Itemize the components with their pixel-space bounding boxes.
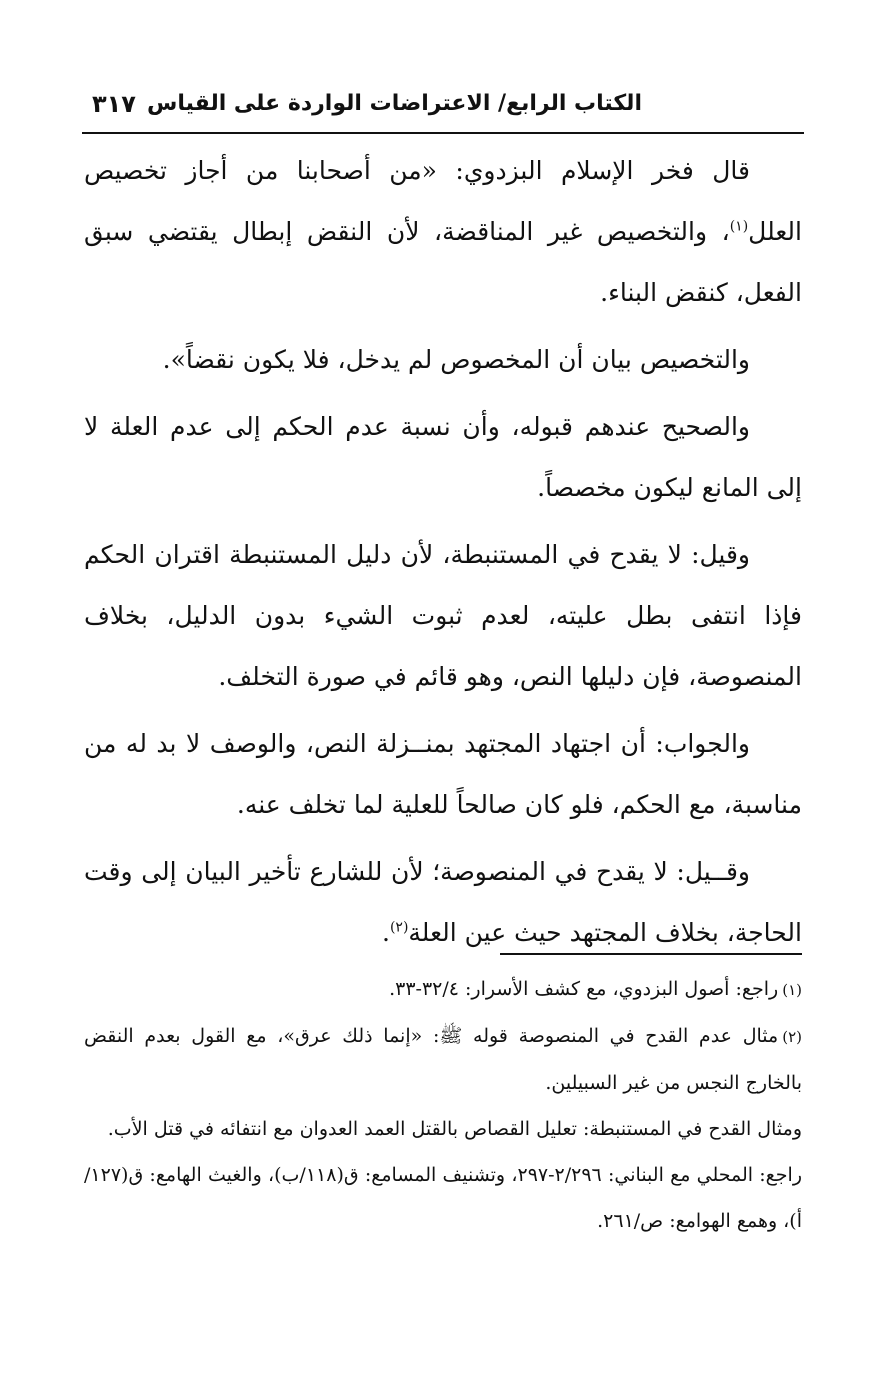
paragraph-6-text-after: .: [381, 918, 390, 947]
footnotes: [84, 966, 802, 1244]
paragraph-1-text-after: ، والتخصيص غير المناقضة، لأن النقض إبطال يقتضي سبق الفعل، كنقض البناء.: [84, 217, 802, 307]
footnote-2-marker: (٢): [782, 1028, 802, 1046]
paragraph-3: والصحيح عندهم قبوله، وأن نسبة عدم الحكم إلى عدم العلة لا إلى المانع ليكون مخصصاً.: [84, 412, 802, 502]
footnote-2-text: مثال عدم القدح في المنصوصة قوله ﷺ: «إنما ذلك عرق»، مع القول بعدم النقض بالخارج النجس من غير السبيلين.: [84, 1025, 802, 1094]
footnote-1-text: راجع: أصول البزدوي، مع كشف الأسرار: ٣٢/٤-٣٣.: [389, 978, 779, 1000]
running-header-title: الكتاب الرابع/ الاعتراضات الواردة على القياس: [147, 91, 642, 116]
footnote-1-marker: (١): [782, 981, 802, 999]
paragraph-6-text: وقــيل: لا يقدح في المنصوصة؛ لأن للشارع تأخير البيان إلى وقت الحاجة، بخلاف المجتهد حيث عين العلة: [84, 857, 802, 947]
paragraph-2: والتخصيص بيان أن المخصوص لم يدخل، فلا يكون نقضاً».: [162, 345, 750, 374]
header-rule: [82, 132, 804, 134]
paragraph-1-text: قال فخر الإسلام البزدوي: «من أصحابنا من أجاز تخصيص العلل: [84, 156, 802, 246]
footnote-2: [84, 1013, 802, 1106]
footnote-2-continuation: ومثال القدح في المستنبطة: تعليل القصاص بالقتل العمد العدوان مع انتفائه في قتل الأب.: [107, 1118, 802, 1140]
footnote-2-references: راجع: المحلي مع البناني: ٢/٢٩٦-٢٩٧، وتشنيف المسامع: ق(١١٨/ب)، والغيث الهامع: ق(١٢٧/أ)، وهمع الهوامع: ص/٢٦١.: [84, 1164, 802, 1232]
paragraph-6: [84, 841, 802, 963]
page-number: ٣١٧: [92, 90, 136, 118]
running-header: [82, 84, 804, 124]
footnote-1: [84, 966, 802, 1013]
footnote-separator: [500, 953, 802, 955]
footnote-ref-2[interactable]: (٢): [389, 919, 409, 936]
paragraph-5: والجواب: أن اجتهاد المجتهد بمنــزلة النص، والوصف لا بد له من مناسبة، مع الحكم، فلو كان صالحاً للعلية لما تخلف عنه.: [84, 729, 802, 819]
footnote-ref-1[interactable]: (١): [729, 218, 749, 235]
body-text: [84, 140, 802, 969]
paragraph-1: [84, 140, 802, 323]
paragraph-4: وقيل: لا يقدح في المستنبطة، لأن دليل المستنبطة اقتران الحكم فإذا انتفى بطل عليته، لعدم ثبوت الشيء بدون الدليل، بخلاف المنصوصة، فإن دليلها النص، وهو قائم في صورة التخلف.: [84, 540, 802, 691]
